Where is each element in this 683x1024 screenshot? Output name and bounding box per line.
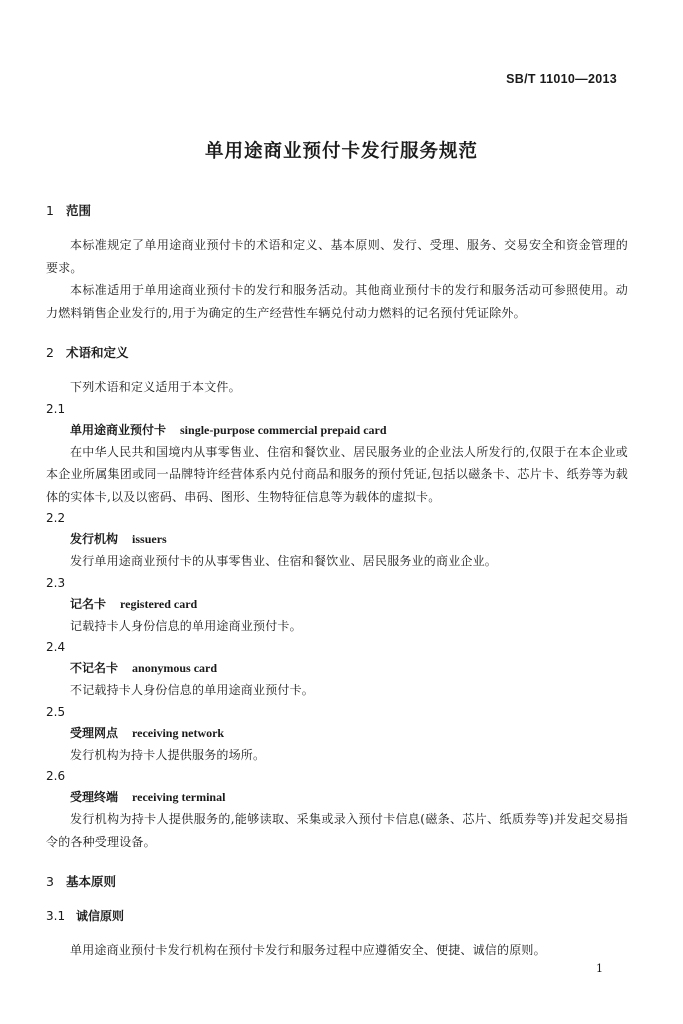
- section-heading-3: [46, 871, 628, 893]
- subsection-title: 诚信原则: [76, 909, 125, 923]
- section-heading-2: [46, 342, 628, 364]
- section-number: 3: [46, 874, 54, 889]
- subsection-number: 3.1: [46, 909, 66, 923]
- term-zh: 受理网点: [70, 725, 119, 740]
- section-heading-1: [46, 200, 628, 222]
- term-zh: 记名卡: [70, 596, 107, 611]
- section-number: 2: [46, 345, 54, 360]
- term-en: receiving terminal: [132, 790, 226, 804]
- document-body: [46, 200, 628, 962]
- term-zh: 不记名卡: [70, 661, 119, 675]
- term-heading: [46, 723, 628, 744]
- term-definition: 在中华人民共和国境内从事零售业、住宿和餐饮业、居民服务业的企业法人所发行的,仅限于在本企业或本企业所属集团或同一品牌特许经营体系内兑付商品和服务的预付凭证,包括以磁条卡、芯片卡、纸券等为载体的实体卡,以及以密码、串码、图形、生物特征信息等为载体的虚拟卡。: [46, 444, 628, 504]
- term-definition: 发行机构为持卡人提供服务的,能够读取、采集或录入预付卡信息(磁条、芯片、纸质券等)并发起交易指令的各种受理设备。: [46, 812, 628, 849]
- subsection-heading: [46, 905, 628, 927]
- clause-number: 2.3: [46, 575, 66, 590]
- term-en: issuers: [132, 532, 167, 546]
- term-zh: 发行机构: [70, 532, 119, 546]
- document-title: 单用途商业预付卡发行服务规范: [204, 141, 478, 162]
- term-en: single-purpose commercial prepaid card: [180, 422, 387, 437]
- term-definition: 发行机构为持卡人提供服务的场所。: [70, 747, 266, 762]
- term-heading: [46, 529, 628, 550]
- clause-number: 2.2: [46, 511, 66, 525]
- term-zh: 单用途商业预付卡: [70, 422, 167, 437]
- paragraph: 单用途商业预付卡发行机构在预付卡发行和服务过程中应遵循安全、便捷、诚信的原则。: [70, 943, 546, 957]
- term-heading: [46, 420, 628, 441]
- clause-number: 2.1: [46, 401, 66, 416]
- term-en: receiving network: [132, 725, 225, 740]
- section-title: 范围: [66, 203, 92, 218]
- paragraph: 本标准规定了单用途商业预付卡的术语和定义、基本原则、发行、受理、服务、交易安全和资金管理的要求。: [46, 238, 628, 275]
- page-number: 1: [596, 962, 603, 975]
- paragraph: 下列术语和定义适用于本文件。: [70, 380, 241, 394]
- term-definition: 不记载持卡人身份信息的单用途商业预付卡。: [70, 683, 315, 697]
- section-number: 1: [46, 203, 54, 218]
- term-en: anonymous card: [132, 661, 218, 675]
- standard-code: SB/T 11010—2013: [506, 72, 617, 86]
- clause-number: 2.6: [46, 769, 66, 783]
- term-en: registered card: [120, 596, 198, 611]
- term-zh: 受理终端: [70, 790, 119, 804]
- section-title: 术语和定义: [66, 345, 129, 360]
- clause-number: 2.5: [46, 704, 66, 719]
- section-title: 基本原则: [66, 874, 117, 889]
- term-heading: [46, 787, 628, 808]
- term-heading: [46, 658, 628, 679]
- term-definition: 发行单用途商业预付卡的从事零售业、住宿和餐饮业、居民服务业的商业企业。: [70, 554, 498, 568]
- term-definition: 记载持卡人身份信息的单用途商业预付卡。: [70, 618, 302, 633]
- paragraph: 本标准适用于单用途商业预付卡的发行和服务活动。其他商业预付卡的发行和服务活动可参照使用。动力燃料销售企业发行的,用于为确定的生产经营性车辆兑付动力燃料的记名预付凭证除外。: [46, 283, 628, 320]
- term-heading: [46, 594, 628, 615]
- clause-number: 2.4: [46, 640, 66, 654]
